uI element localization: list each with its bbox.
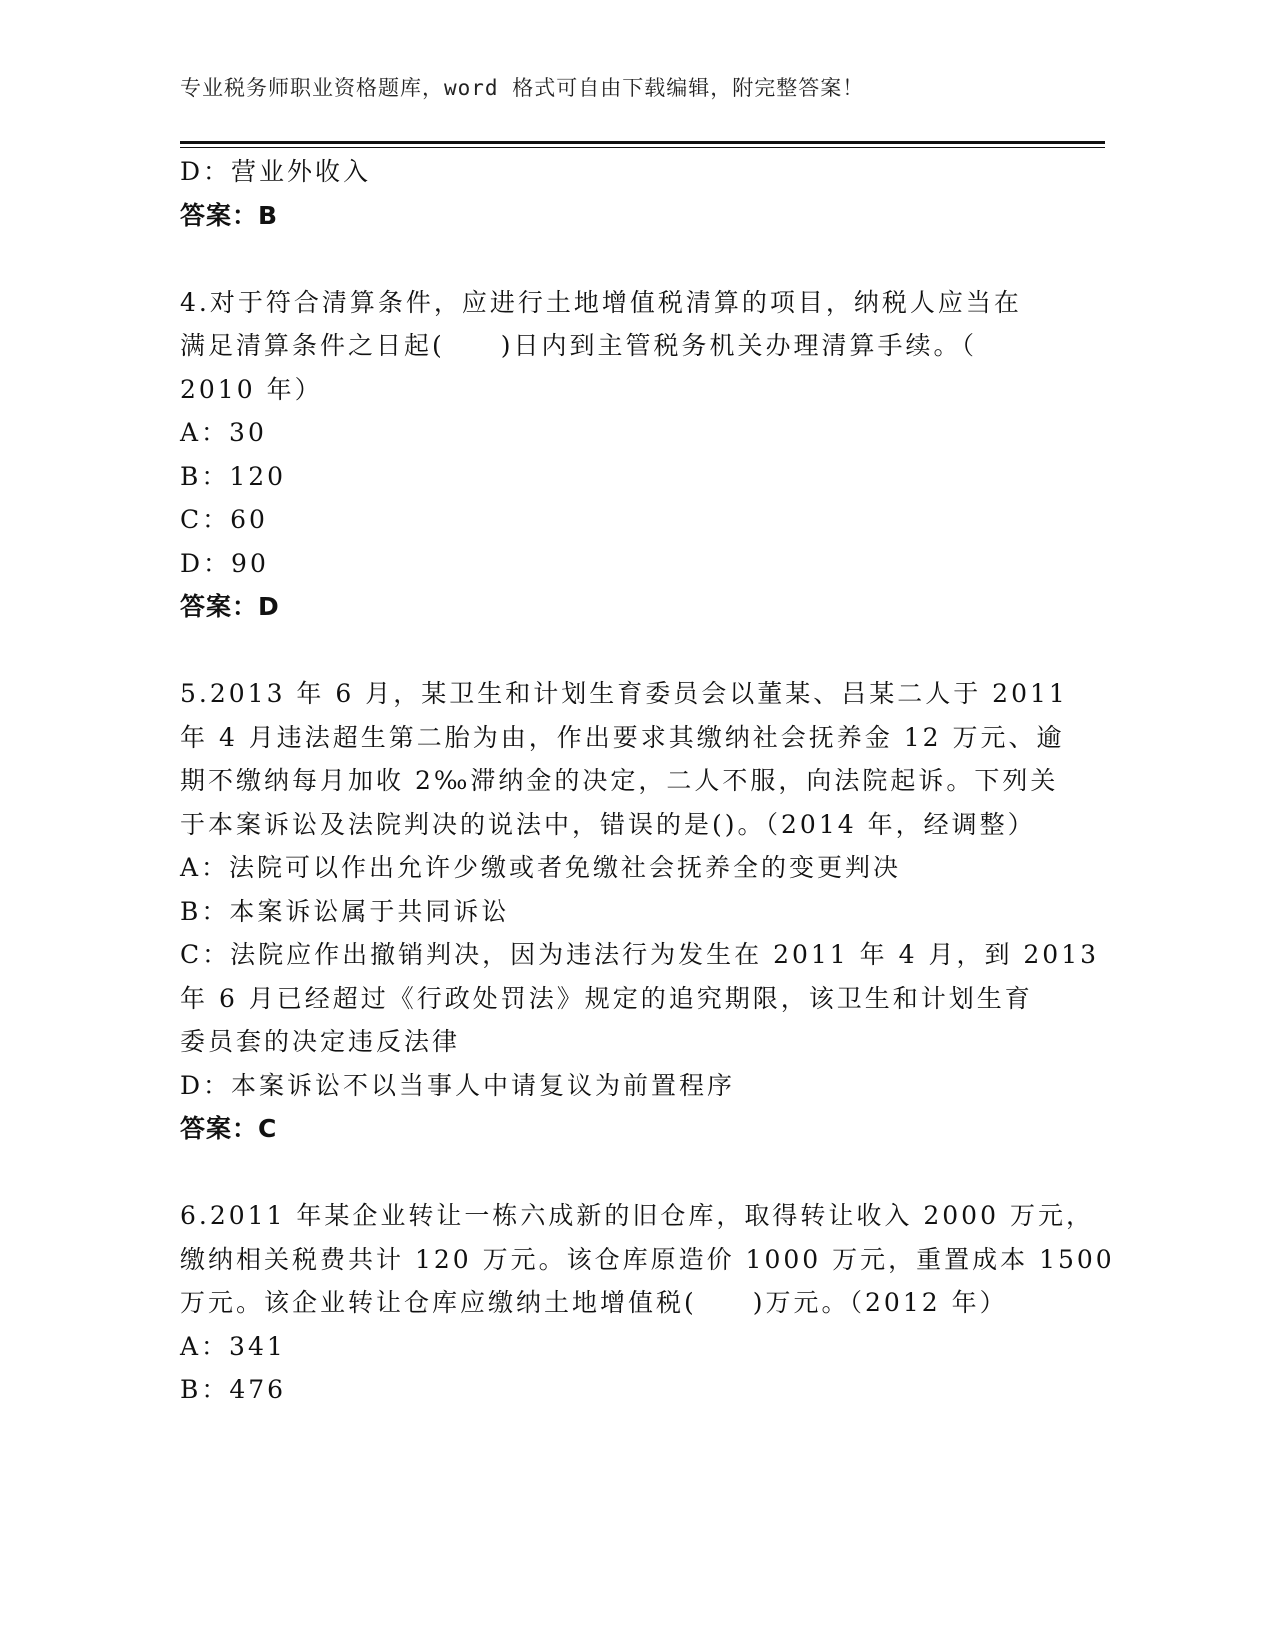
q4-answer: 答案：D — [180, 592, 280, 621]
q4-option-b: B：120 — [180, 461, 287, 491]
q6-stem-line: 万元。该企业转让仓库应缴纳土地增值税( )万元。（2012 年） — [180, 1288, 1008, 1317]
q6-stem-line: 缴纳相关税费共计 120 万元。该仓库原造价 1000 万元，重置成本 1500 — [180, 1244, 1115, 1274]
q5-option-c-cont: 年 6 月已经超过《行政处罚法》规定的追究期限，该卫生和计划生育 — [180, 983, 1033, 1013]
q4-option-c: C：60 — [180, 505, 268, 534]
header-rule-thin — [180, 147, 1105, 148]
q6-option-b: B：476 — [180, 1375, 287, 1404]
q4-stem-line: 2010 年） — [180, 374, 323, 404]
q6-stem-line: 6.2011 年某企业转让一栋六成新的旧仓库，取得转让收入 2000 万元， — [180, 1201, 1094, 1230]
question-content — [180, 150, 1115, 1412]
q5-stem-line: 期不缴纳每月加收 2‰滞纳金的决定，二人不服，向法院起诉。下列关 — [180, 766, 1059, 795]
q4-stem-line: 4.对于符合清算条件，应进行土地增值税清算的项目，纳税人应当在 — [180, 287, 1022, 317]
q6-option-a: A：341 — [180, 1331, 286, 1361]
q3-option-d: D：营业外收入 — [180, 157, 372, 186]
q4-option-d: D：90 — [180, 548, 269, 578]
q5-option-c-cont: 委员套的决定违反法律 — [180, 1027, 461, 1056]
q5-option-b: B：本案诉讼属于共同诉讼 — [180, 896, 510, 926]
q5-option-d: D：本案诉讼不以当事人中请复议为前置程序 — [180, 1070, 736, 1100]
q5-stem-line: 5.2013 年 6 月，某卫生和计划生育委员会以董某、吕某二人于 2011 — [180, 679, 1068, 708]
q5-stem-line: 年 4 月违法超生第二胎为由，作出要求其缴纳社会抚养金 12 万元、逾 — [180, 722, 1065, 752]
q3-answer: 答案：B — [180, 200, 279, 230]
q5-option-c: C：法院应作出撤销判决，因为违法行为发生在 2011 年 4 月，到 2013 — [180, 940, 1100, 969]
q5-option-a: A：法院可以作出允许少缴或者免缴社会抚养全的变更判决 — [180, 853, 902, 882]
page-header: 专业税务师职业资格题库，word 格式可自由下载编辑，附完整答案！ — [180, 76, 865, 100]
header-rule-thick — [180, 141, 1105, 144]
q5-stem-line: 于本案诉讼及法院判决的说法中，错误的是()。（2014 年，经调整） — [180, 809, 1036, 839]
q4-option-a: A：30 — [180, 418, 267, 447]
q5-answer: 答案：C — [180, 1114, 278, 1143]
q4-stem-line: 满足清算条件之日起( )日内到主管税务机关办理清算手续。（ — [180, 331, 978, 360]
